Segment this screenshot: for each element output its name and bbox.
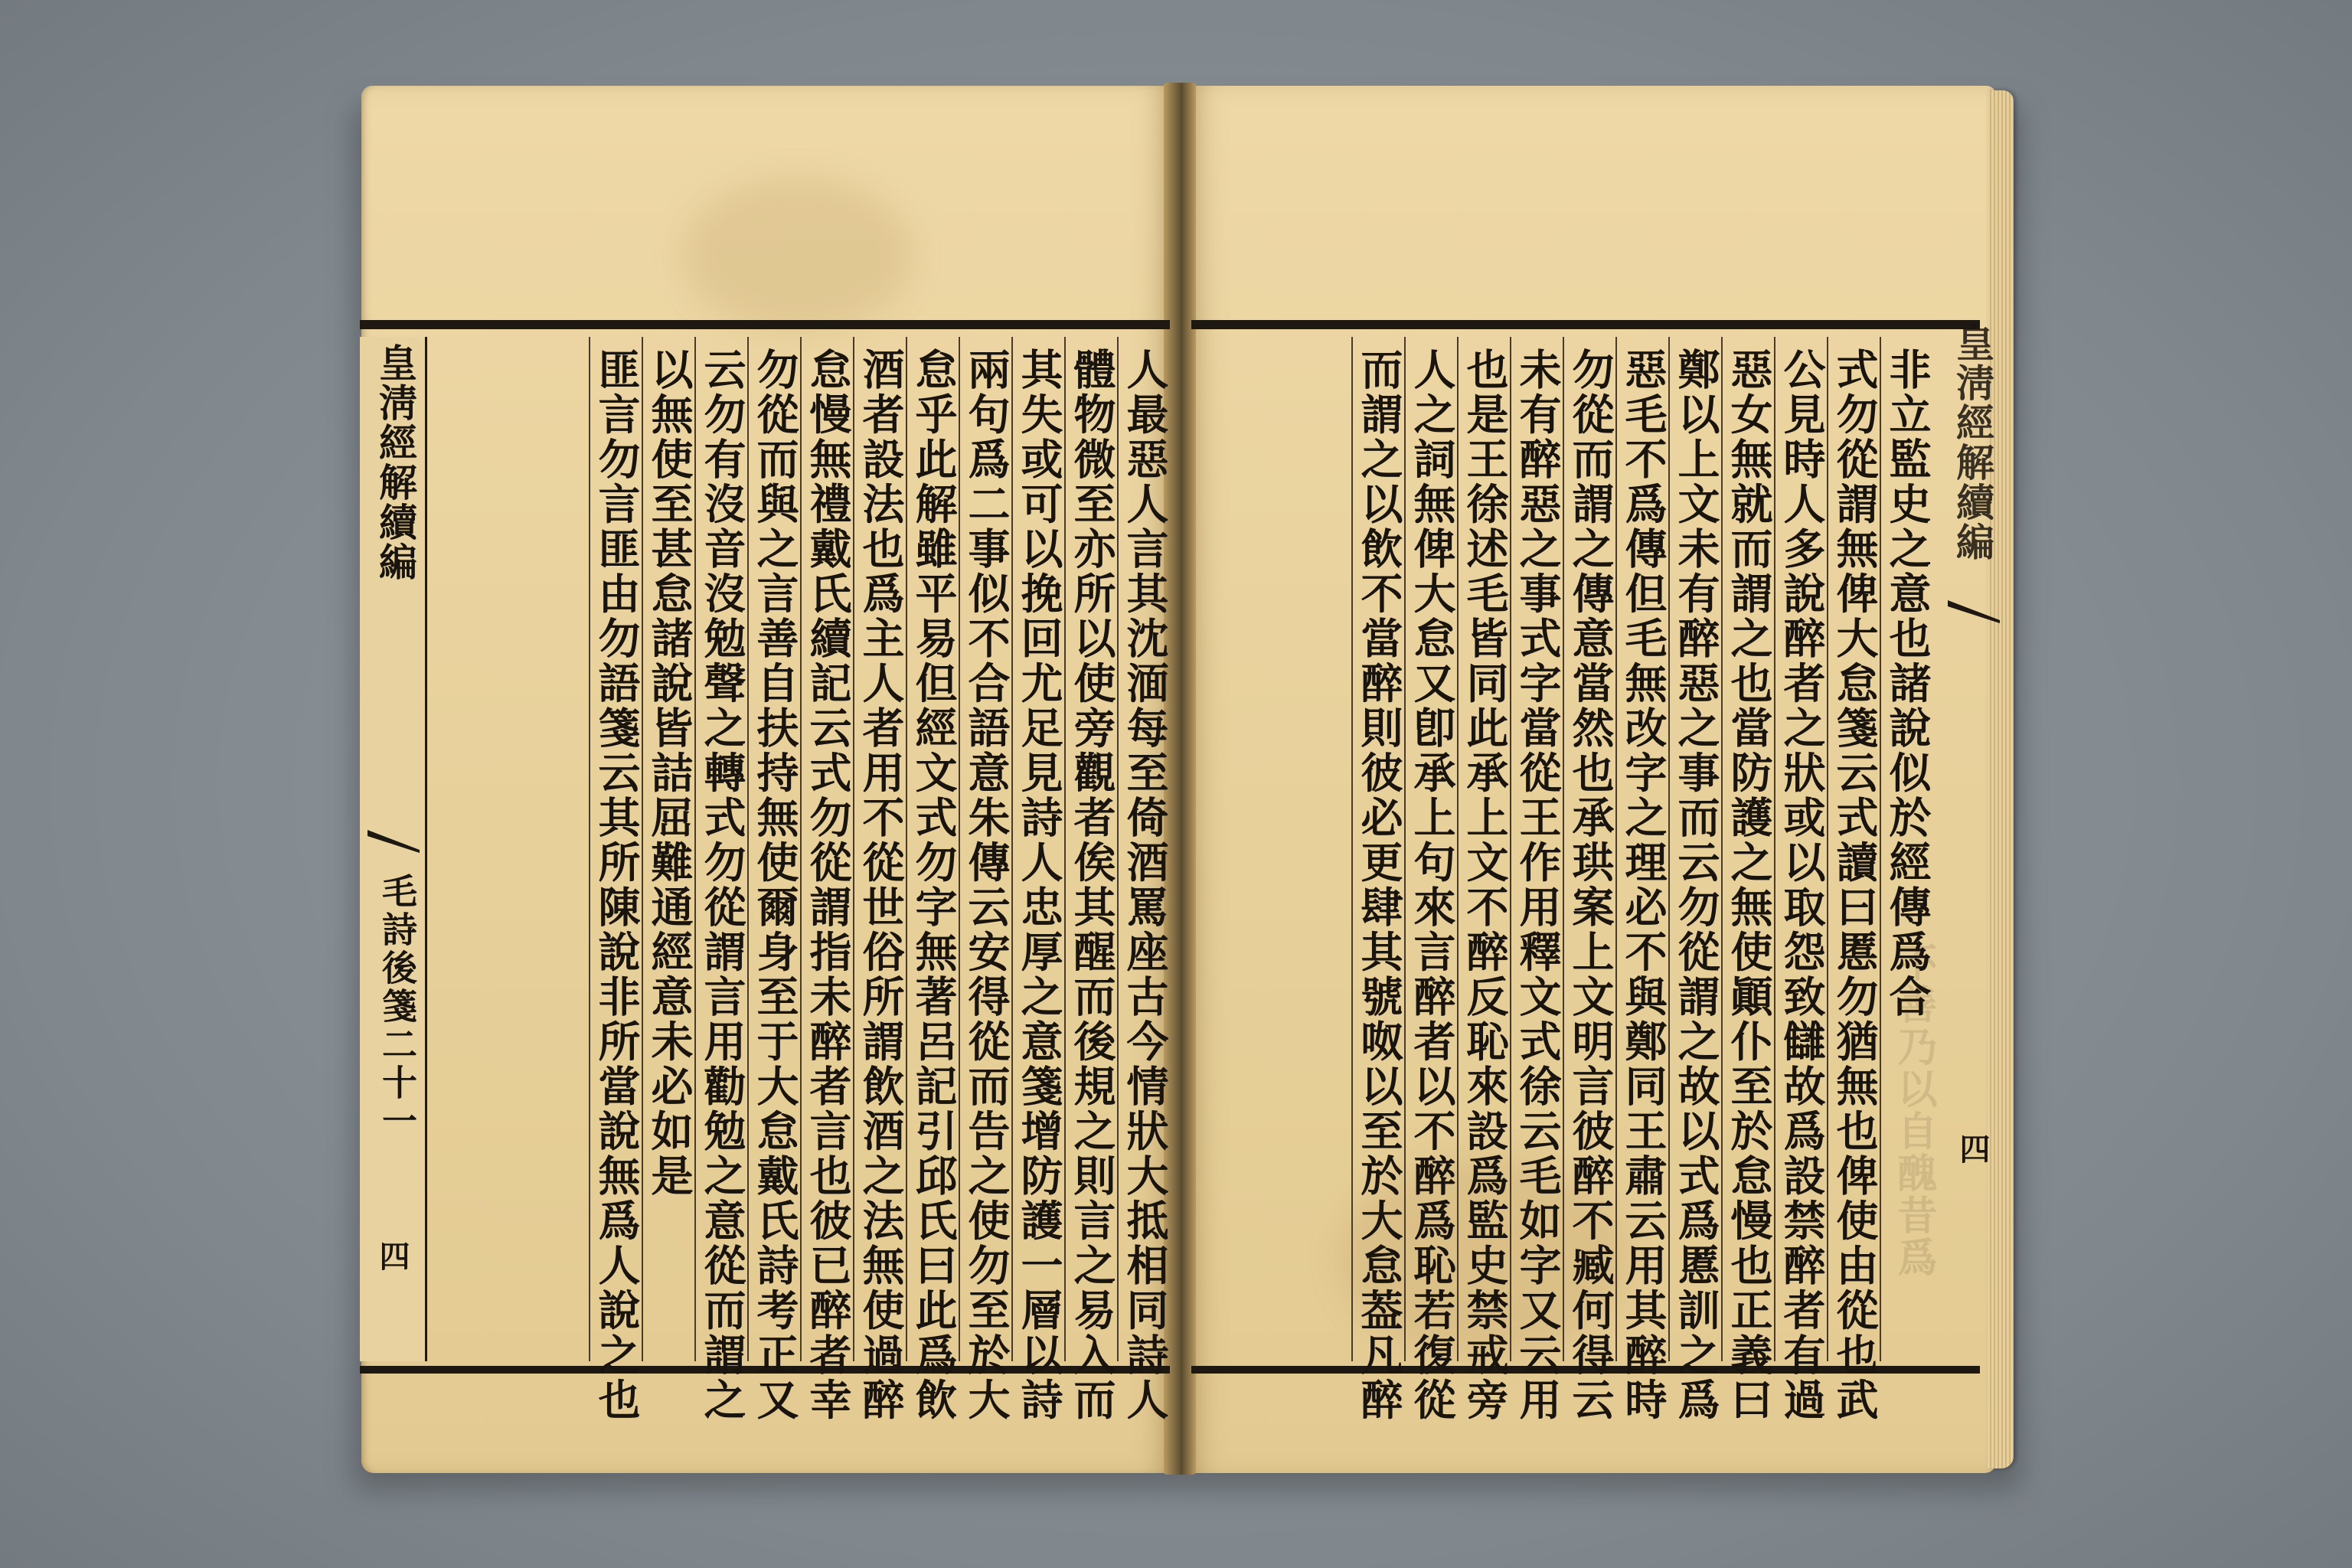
text-column: 鄭以上文未有醉惡之事而云勿從謂之故以式爲慝訓之爲	[1668, 337, 1721, 1361]
text-column: 惡女無就而謂之也當防護之無使顚仆至於怠慢也正義曰	[1721, 337, 1774, 1361]
banxin-page-number: 四	[1955, 1133, 1991, 1164]
text-column: 以無使至甚怠諸說皆詰屈難通經意未必如是	[642, 337, 694, 1361]
right-banxin-margin	[1940, 323, 2001, 1361]
fishtail-mark-icon	[1943, 597, 2004, 625]
right-text-frame	[1191, 230, 1980, 1423]
column-spacer	[1191, 337, 1351, 1361]
text-column: 怠慢無禮戴氏續記云式勿從謂指未醉者言也彼已醉者幸	[800, 337, 853, 1361]
text-column: 也是王徐述毛皆同此承上文不醉反恥來設爲監史禁戒旁	[1457, 337, 1510, 1361]
right-text-columns	[1191, 337, 1932, 1423]
left-banxin-margin	[360, 337, 427, 1361]
left-text-frame	[360, 230, 1170, 1423]
text-column: 體物微至亦所以使旁觀者俟其醒而後規之則言之易入而	[1064, 337, 1117, 1361]
text-column: 而謂之以飲不當醉則彼必更肆其號呶以至於大怠葢凡醉	[1351, 337, 1404, 1361]
text-column: 酒者設法也爲主人者用不從世俗所謂飲酒之法無使過醉	[853, 337, 906, 1361]
text-column: 非立監史之意也諸說似於經傳爲合	[1880, 337, 1932, 1361]
text-column: 其失或可以挽回尤足見詩人忠厚之意箋增防護一層以詩	[1011, 337, 1064, 1361]
banxin-title: 皇淸經解續編	[373, 343, 418, 582]
text-column: 匪言勿言匪由勿語箋云其所陳說非所當說無爲人說之也	[589, 337, 642, 1361]
bleed-through-text: 不善乃以自醜昔爲	[1890, 942, 1937, 1279]
text-column: 式勿從謂無俾大怠箋云式讀曰慝勿猶無也俾使由從也武	[1827, 337, 1880, 1361]
text-column: 云勿有沒音沒勉聲之轉式勿從謂言用勸勉之意從而謂之	[694, 337, 747, 1361]
text-column: 人最惡人言其沈湎每至倚酒罵座古今情狀大抵相同詩人	[1117, 337, 1170, 1361]
banxin-section-label: 毛詩後箋二十一	[377, 873, 418, 1141]
column-spacer	[430, 337, 589, 1361]
text-column: 勿從而與之言善自扶持無使爾身至于大怠戴氏詩考正又	[747, 337, 800, 1361]
fishtail-mark-icon	[363, 827, 424, 854]
banxin-page-number: 四	[374, 1240, 410, 1271]
text-column: 公見時人多說醉者之狀或以取怨致讎故爲設禁醉者有過	[1774, 337, 1827, 1361]
text-column: 人之詞無俾大怠又卽承上句來言醉者以不醉爲恥若復從	[1404, 337, 1457, 1361]
left-text-columns	[430, 337, 1170, 1423]
text-column: 未有醉惡之事式字當從王作用釋文式徐云毛如字又云用	[1510, 337, 1563, 1361]
frame-top-rule	[360, 320, 1170, 329]
text-column: 兩句爲二事似不合語意朱傳云安得從而告之使勿至於大	[959, 337, 1011, 1361]
banxin-title: 皇淸經解續編	[1950, 323, 1995, 562]
text-column: 怠乎此解雖平易但經文式勿字無著呂記引邱氏曰此爲飲	[906, 337, 959, 1361]
text-column: 惡毛不爲傳但毛無改字之理必不與鄭同王肅云用其醉時	[1615, 337, 1668, 1361]
frame-top-rule	[1191, 320, 1980, 329]
text-column: 勿從而謂之傳意當然也承珙案上文明言彼醉不臧何得云	[1563, 337, 1615, 1361]
